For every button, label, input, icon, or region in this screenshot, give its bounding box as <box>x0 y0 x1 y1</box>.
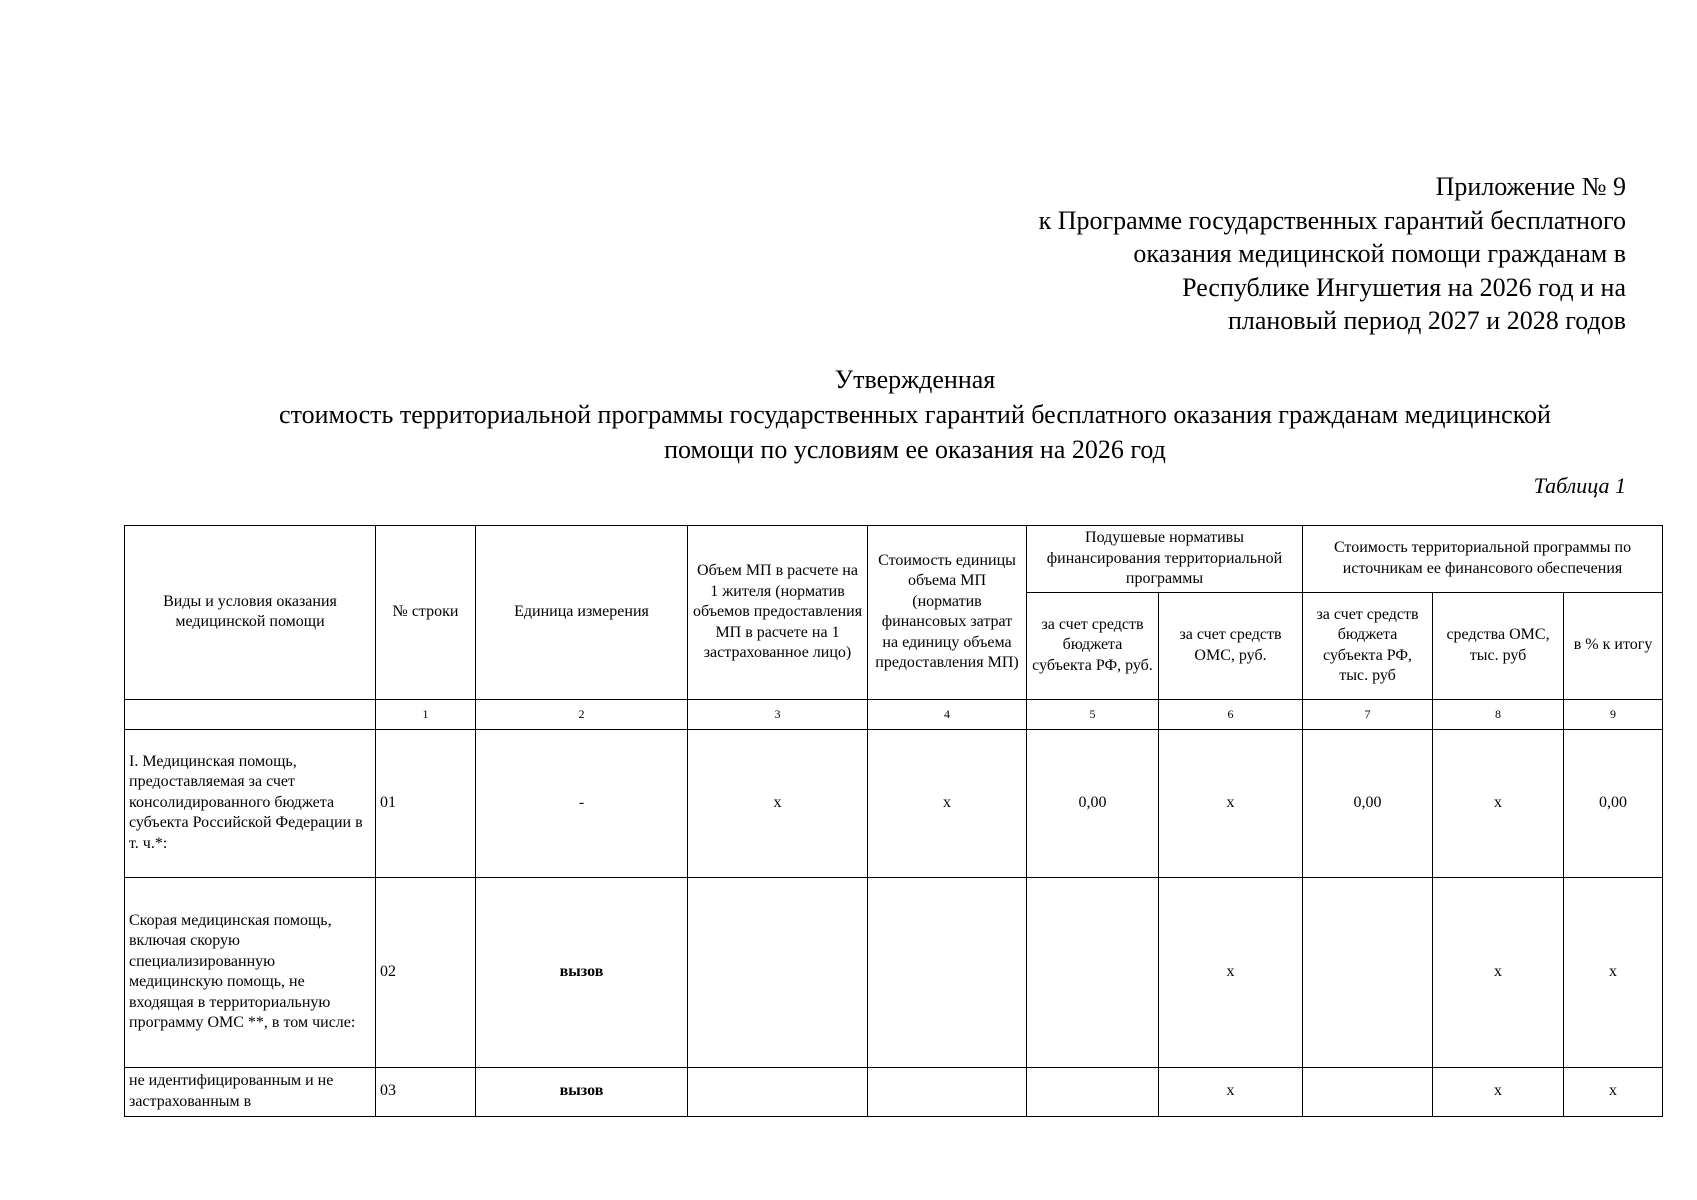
appendix-line: плановый период 2027 и 2028 годов <box>1227 306 1626 336</box>
row-line-number: 02 <box>376 877 476 1067</box>
row-unit: вызов <box>476 1067 688 1116</box>
column-number <box>125 699 376 729</box>
cost-table <box>124 525 1663 1117</box>
row-value-c8: х <box>1433 1067 1564 1116</box>
column-number: 2 <box>476 699 688 729</box>
header-group-cell: Подушевые нормативы финансирования территориальной программы <box>1027 526 1303 593</box>
row-value-c6: х <box>1159 729 1303 877</box>
table-caption: Таблица 1 <box>1533 473 1626 498</box>
appendix-header <box>866 170 1626 338</box>
title-line-3: помощи по условиям ее оказания на 2026 год <box>664 435 1166 464</box>
header-cell: Виды и условия оказания медицинской помощи <box>125 526 376 700</box>
row-line-number: 03 <box>376 1067 476 1116</box>
appendix-line: Республике Ингушетия на 2026 год и на <box>1182 272 1626 302</box>
header-row-1 <box>125 526 1663 593</box>
row-name-cell: не идентифицированным и не застрахованным в <box>125 1067 376 1116</box>
row-value-c7: 0,00 <box>1303 729 1433 877</box>
appendix-line: к Программе государственных гарантий бесплатного <box>1038 205 1626 235</box>
row-value-c3 <box>688 877 868 1067</box>
row-name-cell: I. Медицинская помощь, предоставляемая за счет консолидированного бюджета субъекта Российской Федерации в т. ч.*: <box>125 729 376 877</box>
header-sub-cell: средства ОМС, тыс. руб <box>1433 592 1564 699</box>
column-number-row <box>125 699 1663 729</box>
header-cell: Стоимость единицы объема МП (норматив финансовых затрат на единицу объема предоставления МП) <box>868 526 1027 700</box>
title-line-1: Утвержденная <box>834 365 996 394</box>
table-row <box>125 1067 1663 1116</box>
row-unit: вызов <box>476 877 688 1067</box>
row-line-number: 01 <box>376 729 476 877</box>
row-name-cell: Скорая медицинская помощь, включая скорую специализированную медицинскую помощь, не входящая в территориальную программу ОМС **, в том числе: <box>125 877 376 1067</box>
row-value-c7 <box>1303 1067 1433 1116</box>
column-number: 1 <box>376 699 476 729</box>
row-value-c4 <box>868 877 1027 1067</box>
header-cell: Единица измерения <box>476 526 688 700</box>
row-value-c3: х <box>688 729 868 877</box>
row-value-c4 <box>868 1067 1027 1116</box>
row-value-c7 <box>1303 877 1433 1067</box>
column-number: 8 <box>1433 699 1564 729</box>
row-value-c5 <box>1027 877 1159 1067</box>
header-group-cell: Стоимость территориальной программы по источникам ее финансового обеспечения <box>1303 526 1663 593</box>
row-value-c8: х <box>1433 729 1564 877</box>
row-unit: - <box>476 729 688 877</box>
appendix-line: Приложение № 9 <box>1435 172 1626 201</box>
row-value-c5: 0,00 <box>1027 729 1159 877</box>
document-title <box>200 362 1630 467</box>
appendix-line: оказания медицинской помощи гражданам в <box>1133 239 1626 269</box>
title-line-2: стоимость территориальной программы государственных гарантий бесплатного оказания гражданам медицинской <box>279 400 1551 429</box>
row-value-c3 <box>688 1067 868 1116</box>
header-sub-cell: за счет средств бюджета субъекта РФ, руб. <box>1027 592 1159 699</box>
header-sub-cell: за счет средств бюджета субъекта РФ, тыс. руб <box>1303 592 1433 699</box>
header-cell: Объем МП в расчете на 1 жителя (норматив объемов предоставления МП в расчете на 1 застрахованное лицо) <box>688 526 868 700</box>
row-value-c9: х <box>1564 1067 1663 1116</box>
column-number: 7 <box>1303 699 1433 729</box>
header-sub-cell: за счет средств ОМС, руб. <box>1159 592 1303 699</box>
header-sub-cell: в % к итогу <box>1564 592 1663 699</box>
row-value-c5 <box>1027 1067 1159 1116</box>
row-value-c9: 0,00 <box>1564 729 1663 877</box>
row-value-c4: х <box>868 729 1027 877</box>
table-row <box>125 877 1663 1067</box>
row-value-c9: х <box>1564 877 1663 1067</box>
header-cell: № строки <box>376 526 476 700</box>
column-number: 5 <box>1027 699 1159 729</box>
column-number: 4 <box>868 699 1027 729</box>
table-row <box>125 729 1663 877</box>
column-number: 6 <box>1159 699 1303 729</box>
row-value-c6: х <box>1159 1067 1303 1116</box>
row-value-c6: х <box>1159 877 1303 1067</box>
column-number: 3 <box>688 699 868 729</box>
column-number: 9 <box>1564 699 1663 729</box>
row-value-c8: х <box>1433 877 1564 1067</box>
